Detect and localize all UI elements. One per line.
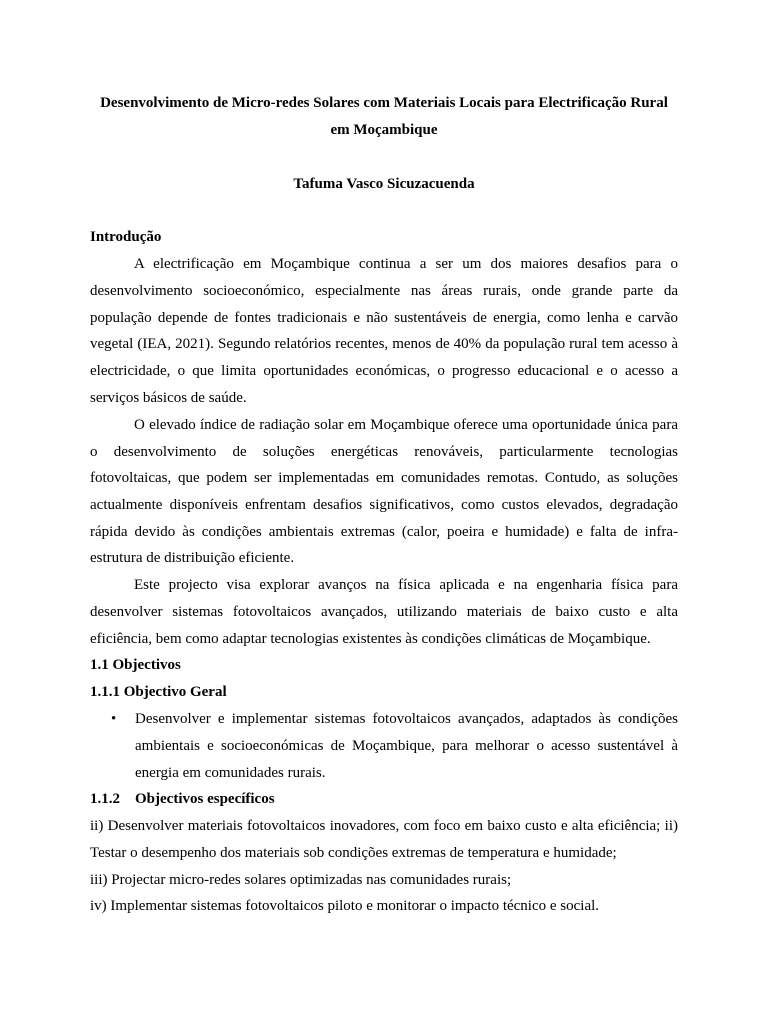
paragraph-line: actualmente disponíveis enfrentam desafios significativos, como custos elevados, degradação (90, 497, 678, 513)
section-heading-objectives: 1.1 Objectivos (90, 657, 181, 673)
specific-objective-line: ii) Desenvolver materiais fotovoltaicos inovadores, com foco em baixo custo e alta eficiência; ii) (90, 818, 678, 834)
section-heading-introduction: Introdução (90, 229, 162, 245)
bullet-icon: • (111, 711, 117, 727)
document-title-line-1: Desenvolvimento de Micro-redes Solares com Materiais Locais para Electrificação Rural (100, 95, 668, 111)
author-name: Tafuma Vasco Sicuzacuenda (293, 176, 475, 192)
paragraph-line: A electrificação em Moçambique continua a ser um dos maiores desafios para o (134, 256, 678, 272)
subsection-heading-general-objective: 1.1.1 Objectivo Geral (90, 684, 227, 700)
paragraph-line: vegetal (IEA, 2021). Segundo relatórios recentes, menos de 40% da população rural tem acesso à (90, 336, 678, 352)
subsection-heading-specific-objectives (90, 790, 678, 808)
document-title-line-2: em Moçambique (330, 122, 438, 138)
paragraph-line: serviços básicos de saúde. (90, 390, 247, 406)
bullet-item-line: energia em comunidades rurais. (135, 765, 326, 781)
paragraph-line: o desenvolvimento de soluções energéticas renováveis, particularmente tecnologias (90, 444, 678, 460)
specific-objective-line: Testar o desempenho dos materiais sob condições extremas de temperatura e humidade; (90, 845, 617, 861)
paragraph-line: rápida devido às condições ambientais extremas (calor, poeira e humidade) e falta de infra- (90, 524, 678, 540)
paragraph-line: Este projecto visa explorar avanços na física aplicada e na engenharia física para (134, 577, 678, 593)
paragraph-line: desenvolver sistemas fotovoltaicos avançados, utilizando materiais de baixo custo e alta (90, 604, 678, 620)
paragraph-line: população depende de fontes tradicionais e não sustentáveis de energia, como lenha e carvão (90, 310, 678, 326)
paragraph-line: O elevado índice de radiação solar em Moçambique oferece uma oportunidade única para (134, 417, 678, 433)
paragraph-line: desenvolvimento socioeconómico, especialmente nas áreas rurais, onde grande parte da (90, 283, 678, 299)
paragraph-line: fotovoltaicas, que podem ser implementadas em comunidades remotas. Contudo, as soluções (90, 470, 678, 486)
specific-objective-line: iv) Implementar sistemas fotovoltaicos piloto e monitorar o impacto técnico e social. (90, 898, 600, 914)
bullet-item-line: Desenvolver e implementar sistemas fotovoltaicos avançados, adaptados às condições (135, 711, 678, 727)
bullet-item-line: ambientais e socioeconómicas de Moçambique, para melhorar o acesso sustentável à (135, 738, 678, 754)
subsection-number: 1.1.2 (90, 791, 120, 807)
paragraph-line: electricidade, o que limita oportunidades económicas, o progresso educacional e o acesso a (90, 363, 678, 379)
paragraph-line: estrutura de distribuição eficiente. (90, 550, 295, 566)
paragraph-line: eficiência, bem como adaptar tecnologias existentes às condições climáticas de Moçambique. (90, 631, 651, 647)
specific-objective-line: iii) Projectar micro-redes solares optimizadas nas comunidades rurais; (90, 872, 512, 888)
subsection-title: Objectivos específicos (135, 791, 275, 807)
